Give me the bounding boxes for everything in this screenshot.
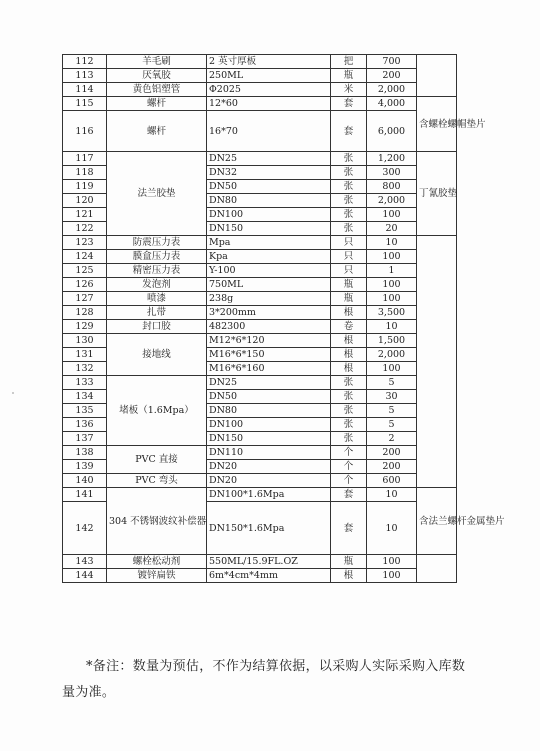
item-name: 膜盒压力表 — [107, 250, 207, 264]
table-row — [63, 488, 457, 502]
item-qty: 2,000 — [367, 348, 417, 362]
item-qty: 1,500 — [367, 334, 417, 348]
item-qty: 10 — [367, 236, 417, 250]
remark-nitrile-gasket: 丁氰胶垫 — [417, 152, 457, 236]
table-row — [63, 83, 457, 97]
item-name: 螺栓松动剂 — [107, 555, 207, 569]
row-number: 123 — [63, 236, 107, 250]
row-number: 115 — [63, 97, 107, 111]
item-name: 螺杆 — [107, 111, 207, 152]
materials-table — [62, 54, 505, 583]
item-spec: 12*60 — [207, 97, 331, 111]
item-qty: 600 — [367, 474, 417, 488]
item-spec: M12*6*120 — [207, 334, 331, 348]
item-qty: 2,000 — [367, 83, 417, 97]
item-spec: 238g — [207, 292, 331, 306]
item-qty: 100 — [367, 208, 417, 222]
item-qty: 5 — [367, 404, 417, 418]
item-spec: 750ML — [207, 278, 331, 292]
item-qty: 1,200 — [367, 152, 417, 166]
item-unit: 根 — [331, 348, 367, 362]
table-row — [63, 569, 457, 583]
row-number: 138 — [63, 446, 107, 460]
row-number: 143 — [63, 555, 107, 569]
row-number: 128 — [63, 306, 107, 320]
item-unit: 张 — [331, 152, 367, 166]
row-number: 118 — [63, 166, 107, 180]
row-number: 139 — [63, 460, 107, 474]
item-unit: 张 — [331, 376, 367, 390]
row-number: 135 — [63, 404, 107, 418]
item-unit: 只 — [331, 264, 367, 278]
table-row — [63, 474, 457, 488]
item-unit: 瓶 — [331, 278, 367, 292]
item-qty: 200 — [367, 69, 417, 83]
item-spec: DN80 — [207, 194, 331, 208]
item-spec: DN150 — [207, 222, 331, 236]
item-qty: 200 — [367, 460, 417, 474]
table-row — [63, 236, 457, 250]
row-number: 129 — [63, 320, 107, 334]
item-spec: DN100*1.6Mpa — [207, 488, 331, 502]
item-name: 精密压力表 — [107, 264, 207, 278]
item-spec: Φ2025 — [207, 83, 331, 97]
item-unit: 根 — [331, 569, 367, 583]
item-qty: 100 — [367, 278, 417, 292]
item-unit: 个 — [331, 446, 367, 460]
item-spec: M16*6*150 — [207, 348, 331, 362]
item-spec: 6m*4cm*4mm — [207, 569, 331, 583]
row-number: 137 — [63, 432, 107, 446]
item-spec: 3*200mm — [207, 306, 331, 320]
item-qty: 6,000 — [367, 111, 417, 152]
item-name: 镀锌扁铁 — [107, 569, 207, 583]
row-number: 141 — [63, 488, 107, 502]
item-name: 喷漆 — [107, 292, 207, 306]
item-qty: 200 — [367, 446, 417, 460]
table-row — [63, 334, 457, 348]
item-name: 羊毛刷 — [107, 55, 207, 69]
item-qty: 100 — [367, 569, 417, 583]
item-qty: 100 — [367, 555, 417, 569]
remark-cell — [417, 55, 457, 97]
item-name: PVC 直接 — [107, 446, 207, 474]
item-unit: 张 — [331, 432, 367, 446]
item-unit: 只 — [331, 236, 367, 250]
item-spec: DN150 — [207, 432, 331, 446]
item-spec: DN50 — [207, 390, 331, 404]
item-qty: 1 — [367, 264, 417, 278]
item-qty: 10 — [367, 488, 417, 502]
item-spec: DN110 — [207, 446, 331, 460]
item-qty: 100 — [367, 250, 417, 264]
item-unit: 套 — [331, 502, 367, 555]
remark-cell — [417, 555, 457, 583]
item-unit: 张 — [331, 222, 367, 236]
item-qty: 300 — [367, 166, 417, 180]
item-unit: 张 — [331, 166, 367, 180]
item-qty: 5 — [367, 376, 417, 390]
item-name: 发泡剂 — [107, 278, 207, 292]
item-spec: DN150*1.6Mpa — [207, 502, 331, 555]
row-number: 122 — [63, 222, 107, 236]
item-name: 厌氧胶 — [107, 69, 207, 83]
row-number: 130 — [63, 334, 107, 348]
table-row — [63, 55, 457, 69]
row-number: 132 — [63, 362, 107, 376]
item-unit: 根 — [331, 334, 367, 348]
table-row — [63, 69, 457, 83]
item-spec: 550ML/15.9FL.OZ — [207, 555, 331, 569]
table-row — [63, 97, 457, 111]
row-number: 114 — [63, 83, 107, 97]
item-name: PVC 弯头 — [107, 474, 207, 488]
item-unit: 套 — [331, 111, 367, 152]
row-number: 120 — [63, 194, 107, 208]
item-name: 304 不锈钢波纹补偿器 — [107, 488, 207, 555]
item-spec: Mpa — [207, 236, 331, 250]
item-qty: 2,000 — [367, 194, 417, 208]
table-row — [63, 111, 457, 152]
item-spec: DN32 — [207, 166, 331, 180]
item-name: 接地线 — [107, 334, 207, 376]
item-spec: DN20 — [207, 474, 331, 488]
remark-bolt-nut-washer: 含螺栓螺帽垫片 — [417, 97, 457, 152]
item-qty: 100 — [367, 292, 417, 306]
item-unit: 瓶 — [331, 69, 367, 83]
item-spec: DN50 — [207, 180, 331, 194]
item-unit: 根 — [331, 362, 367, 376]
row-number: 113 — [63, 69, 107, 83]
item-spec: DN20 — [207, 460, 331, 474]
item-spec: DN25 — [207, 376, 331, 390]
item-unit: 只 — [331, 250, 367, 264]
item-unit: 张 — [331, 194, 367, 208]
row-number: 126 — [63, 278, 107, 292]
item-name: 堵板（1.6Mpa） — [107, 376, 207, 446]
table-row — [63, 306, 457, 320]
row-number: 112 — [63, 55, 107, 69]
table-row — [63, 320, 457, 334]
table-row — [63, 555, 457, 569]
table-row — [63, 264, 457, 278]
row-number: 133 — [63, 376, 107, 390]
row-number: 140 — [63, 474, 107, 488]
item-spec: 482300 — [207, 320, 331, 334]
item-spec: 2 英寸厚板 — [207, 55, 331, 69]
row-number: 119 — [63, 180, 107, 194]
item-unit: 张 — [331, 208, 367, 222]
table-row — [63, 152, 457, 166]
item-spec: 16*70 — [207, 111, 331, 152]
remark-cell — [417, 236, 457, 488]
item-name: 扎带 — [107, 306, 207, 320]
row-number: 116 — [63, 111, 107, 152]
item-unit: 张 — [331, 180, 367, 194]
item-qty: 100 — [367, 362, 417, 376]
item-unit: 卷 — [331, 320, 367, 334]
item-unit: 套 — [331, 488, 367, 502]
item-name: 螺杆 — [107, 97, 207, 111]
item-qty: 10 — [367, 320, 417, 334]
row-number: 121 — [63, 208, 107, 222]
item-name: 防震压力表 — [107, 236, 207, 250]
item-qty: 4,000 — [367, 97, 417, 111]
footnote: *备注：数量为预估，不作为结算依据，以采购人实际采购入库数量为准。 — [62, 659, 466, 700]
item-name: 黄色铝塑管 — [107, 83, 207, 97]
scan-speck — [12, 392, 14, 394]
item-unit: 瓶 — [331, 555, 367, 569]
item-spec: Y-100 — [207, 264, 331, 278]
table-row — [63, 292, 457, 306]
item-unit: 张 — [331, 418, 367, 432]
table-row — [63, 250, 457, 264]
item-qty: 700 — [367, 55, 417, 69]
table-row — [63, 376, 457, 390]
item-unit: 张 — [331, 404, 367, 418]
item-qty: 5 — [367, 418, 417, 432]
item-qty: 10 — [367, 502, 417, 555]
item-spec: M16*6*160 — [207, 362, 331, 376]
item-unit: 个 — [331, 460, 367, 474]
item-spec: DN25 — [207, 152, 331, 166]
item-spec: Kpa — [207, 250, 331, 264]
item-spec: DN100 — [207, 418, 331, 432]
item-unit: 套 — [331, 97, 367, 111]
row-number: 142 — [63, 502, 107, 555]
item-qty: 2 — [367, 432, 417, 446]
item-unit: 把 — [331, 55, 367, 69]
item-qty: 30 — [367, 390, 417, 404]
row-number: 127 — [63, 292, 107, 306]
item-spec: 250ML — [207, 69, 331, 83]
row-number: 117 — [63, 152, 107, 166]
row-number: 131 — [63, 348, 107, 362]
item-unit: 米 — [331, 83, 367, 97]
item-name: 法兰胶垫 — [107, 152, 207, 236]
item-name: 封口胶 — [107, 320, 207, 334]
remark-flange-bolt-washer: 含法兰螺杆金属垫片 — [417, 488, 457, 555]
item-unit: 个 — [331, 474, 367, 488]
table-row — [63, 446, 457, 460]
row-number: 124 — [63, 250, 107, 264]
item-unit: 张 — [331, 390, 367, 404]
item-spec: DN100 — [207, 208, 331, 222]
item-qty: 20 — [367, 222, 417, 236]
item-unit: 根 — [331, 306, 367, 320]
table-row — [63, 278, 457, 292]
row-number: 144 — [63, 569, 107, 583]
item-qty: 800 — [367, 180, 417, 194]
item-unit: 瓶 — [331, 292, 367, 306]
item-spec: DN80 — [207, 404, 331, 418]
item-qty: 3,500 — [367, 306, 417, 320]
row-number: 134 — [63, 390, 107, 404]
row-number: 125 — [63, 264, 107, 278]
row-number: 136 — [63, 418, 107, 432]
